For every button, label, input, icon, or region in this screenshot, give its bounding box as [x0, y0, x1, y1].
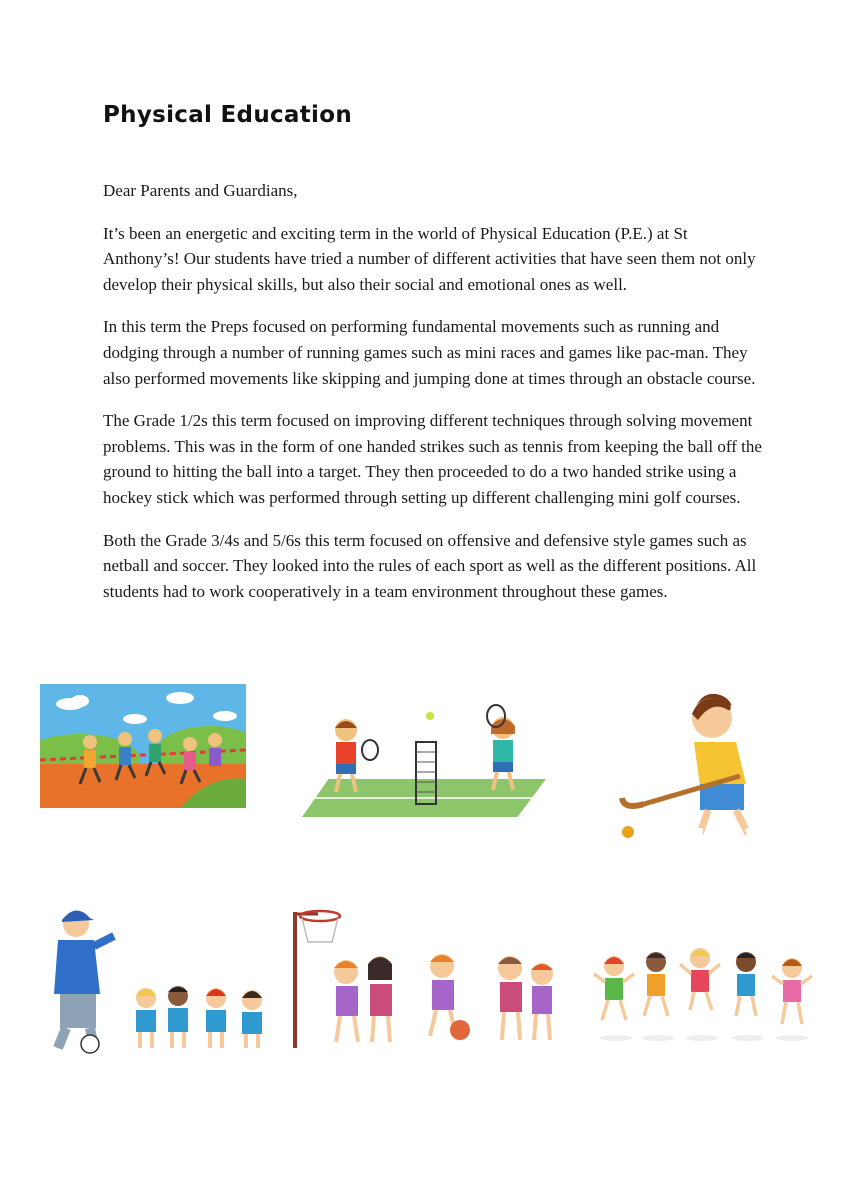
boy-hockey-illustration: [616, 688, 772, 846]
paragraph-intro: It’s been an energetic and exciting term in the world of Physical Education (P.E.) at St Anthony’s! Our students have tried a number of different activities that have seen them not only develop their physical skills, but also their social and emotional ones as well.: [103, 223, 756, 294]
kids-jumping-illustration: [594, 944, 818, 1044]
letter-body: [103, 178, 763, 621]
page-title: Physical Education: [103, 102, 352, 128]
paragraph-grade-3-4-5-6: Both the Grade 3/4s and 5/6s this term focused on offensive and defensive style games such as netball and soccer. They looked into the rules of each sport as well as the different positions. All students had to work cooperatively in a team environment throughout these games.: [103, 530, 757, 601]
paragraph-preps: In this term the Preps focused on performing fundamental movements such as running and dodging through a number of running games such as mini races and games like pac-man. They also performed movements like skipping and jumping done at times through an obstacle course.: [103, 317, 756, 388]
coach-and-team-illustration: [36, 898, 270, 1056]
paragraph-grade-1-2: The Grade 1/2s this term focused on improving different techniques through solving movement problems. This was in the form of one handed strikes such as tennis from keeping the ball off the ground to hitting the ball into a target. They then proceeded to do a two handed strike using a hockey stick which was performed through setting up different challenging mini golf courses.: [103, 411, 762, 507]
kids-running-race-illustration: [40, 684, 246, 808]
salutation: Dear Parents and Guardians,: [103, 181, 298, 200]
kids-tennis-illustration: [298, 700, 550, 820]
girls-netball-illustration: [290, 906, 562, 1058]
